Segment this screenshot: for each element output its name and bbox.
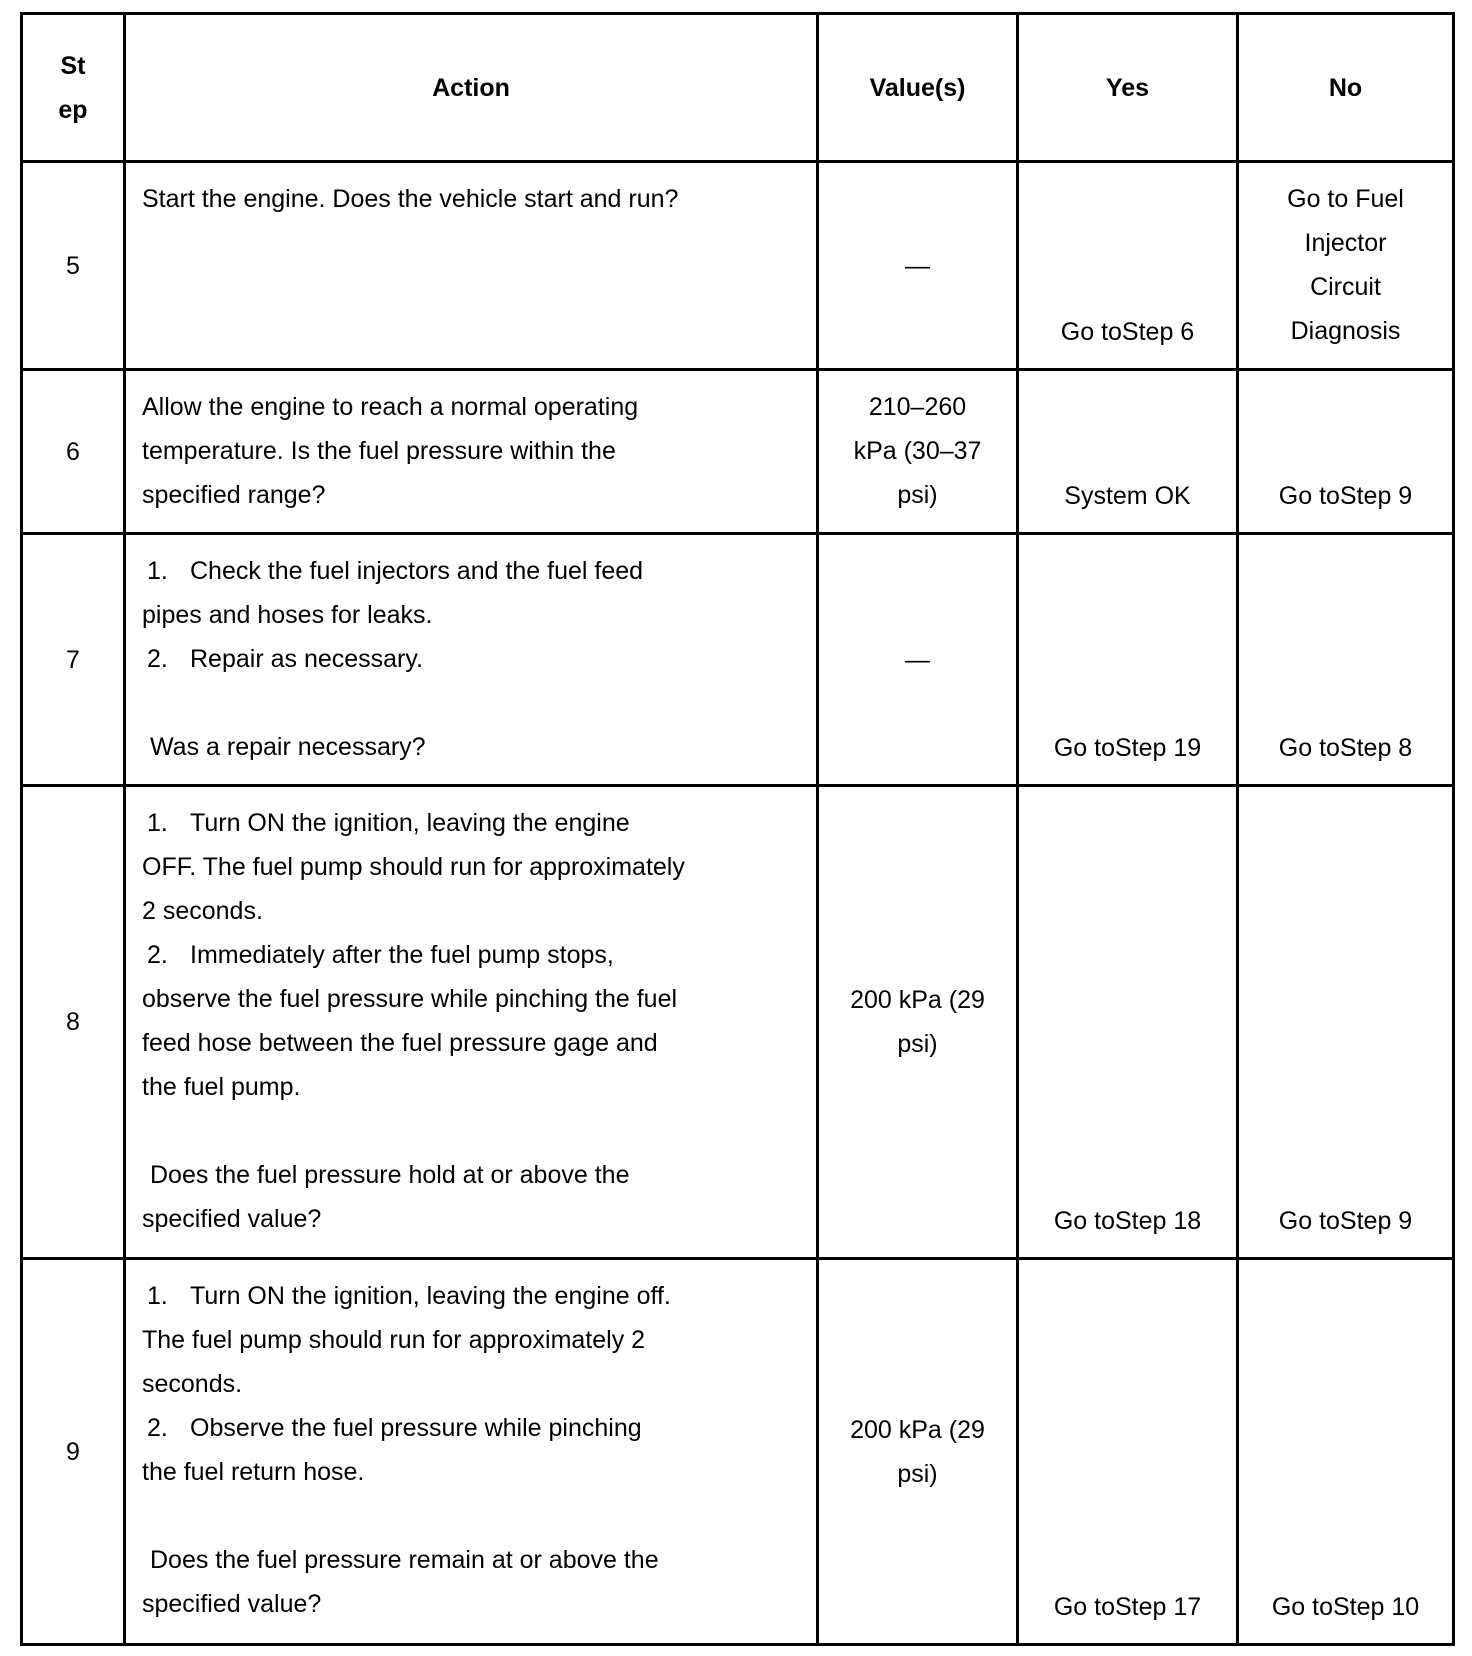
action-line [142,549,796,593]
yes-cell: Go toStep 17 [1018,1259,1238,1645]
action-line [142,637,796,681]
no-line: Circuit [1310,273,1381,301]
no-cell: Go toStep 9 [1238,786,1454,1259]
action-cell [125,786,818,1259]
no-cell: Go toStep 9 [1238,370,1454,534]
value-line: psi) [897,481,938,509]
header-row [22,14,1454,162]
action-line: observe the fuel pressure while pinching the fuel [142,985,678,1013]
spacer [142,681,796,725]
action-line: pipes and hoses for leaks. [142,601,433,629]
action-question: Was a repair necessary? [150,733,426,761]
yes-cell: Go toStep 18 [1018,786,1238,1259]
action-cell [125,534,818,786]
table-row [22,1259,1454,1645]
list-number: 2. [147,645,168,673]
value-line: 210–260 [868,393,967,421]
value-cell [818,786,1018,1259]
value-line: psi) [897,1459,938,1488]
yes-cell: Go toStep 19 [1018,534,1238,786]
table-row [22,786,1454,1259]
action-line: temperature. Is the fuel pressure within the [142,437,616,465]
table-row [22,370,1454,534]
action-line: The fuel pump should run for approximately 2 [142,1326,646,1354]
step-number: 9 [22,1259,125,1645]
no-line: Go to Fuel [1287,185,1404,213]
value-line: 200 kPa (29 [850,1415,985,1444]
action-cell [125,162,818,370]
spacer [142,1494,796,1538]
no-line: Injector [1304,229,1387,257]
action-line [142,1274,796,1318]
list-number: 2. [147,1414,168,1442]
list-item-text: Repair as necessary. [190,645,423,673]
action-line: the fuel return hose. [142,1458,365,1486]
value-cell: — [818,534,1018,786]
value-line: 200 kPa (29 [850,986,985,1014]
spacer [142,1109,796,1153]
list-number: 2. [147,941,168,969]
header-step-line: ep [58,95,88,124]
action-line: specified value? [142,1205,322,1233]
step-number: 5 [22,162,125,370]
action-line: Start the engine. Does the vehicle start and run? [142,185,679,213]
list-item-text: Observe the fuel pressure while pinching [190,1414,642,1442]
value-line: psi) [897,1030,938,1058]
action-line: 2 seconds. [142,897,263,925]
action-line: specified range? [142,481,326,509]
yes-cell: System OK [1018,370,1238,534]
list-item-text: Turn ON the ignition, leaving the engine [190,809,630,837]
table-row [22,534,1454,786]
action-line: specified value? [142,1590,322,1618]
diagnostic-table [20,12,1455,1646]
action-line: seconds. [142,1370,243,1398]
no-cell [1238,162,1454,370]
action-line [142,933,796,977]
value-cell [818,1259,1018,1645]
action-line: feed hose between the fuel pressure gage and [142,1029,658,1057]
table-row [22,162,1454,370]
header-values: Value(s) [818,14,1018,162]
list-item-text: Check the fuel injectors and the fuel feed [190,557,644,585]
list-number: 1. [147,557,168,585]
step-number: 8 [22,786,125,1259]
action-line: Allow the engine to reach a normal operating [142,393,639,421]
header-step [22,14,125,162]
header-step-line: St [60,51,86,80]
step-number: 7 [22,534,125,786]
action-cell [125,370,818,534]
action-cell [125,1259,818,1645]
no-cell: Go toStep 8 [1238,534,1454,786]
header-no: No [1238,14,1454,162]
list-number: 1. [147,1282,168,1310]
yes-cell: Go toStep 6 [1018,162,1238,370]
list-item-text: Immediately after the fuel pump stops, [190,941,614,969]
no-cell: Go toStep 10 [1238,1259,1454,1645]
action-line: the fuel pump. [142,1073,301,1101]
action-line [142,801,796,845]
action-line: OFF. The fuel pump should run for approximately [142,853,685,881]
list-number: 1. [147,809,168,837]
value-cell [818,370,1018,534]
no-line: Diagnosis [1290,317,1401,345]
action-question: Does the fuel pressure hold at or above the [150,1161,630,1189]
action-line [142,1406,796,1450]
header-action: Action [125,14,818,162]
list-item-text: Turn ON the ignition, leaving the engine off. [190,1282,671,1310]
step-number: 6 [22,370,125,534]
action-question: Does the fuel pressure remain at or above the [150,1546,659,1574]
value-line: kPa (30–37 [853,437,982,465]
value-cell: — [818,162,1018,370]
header-yes: Yes [1018,14,1238,162]
